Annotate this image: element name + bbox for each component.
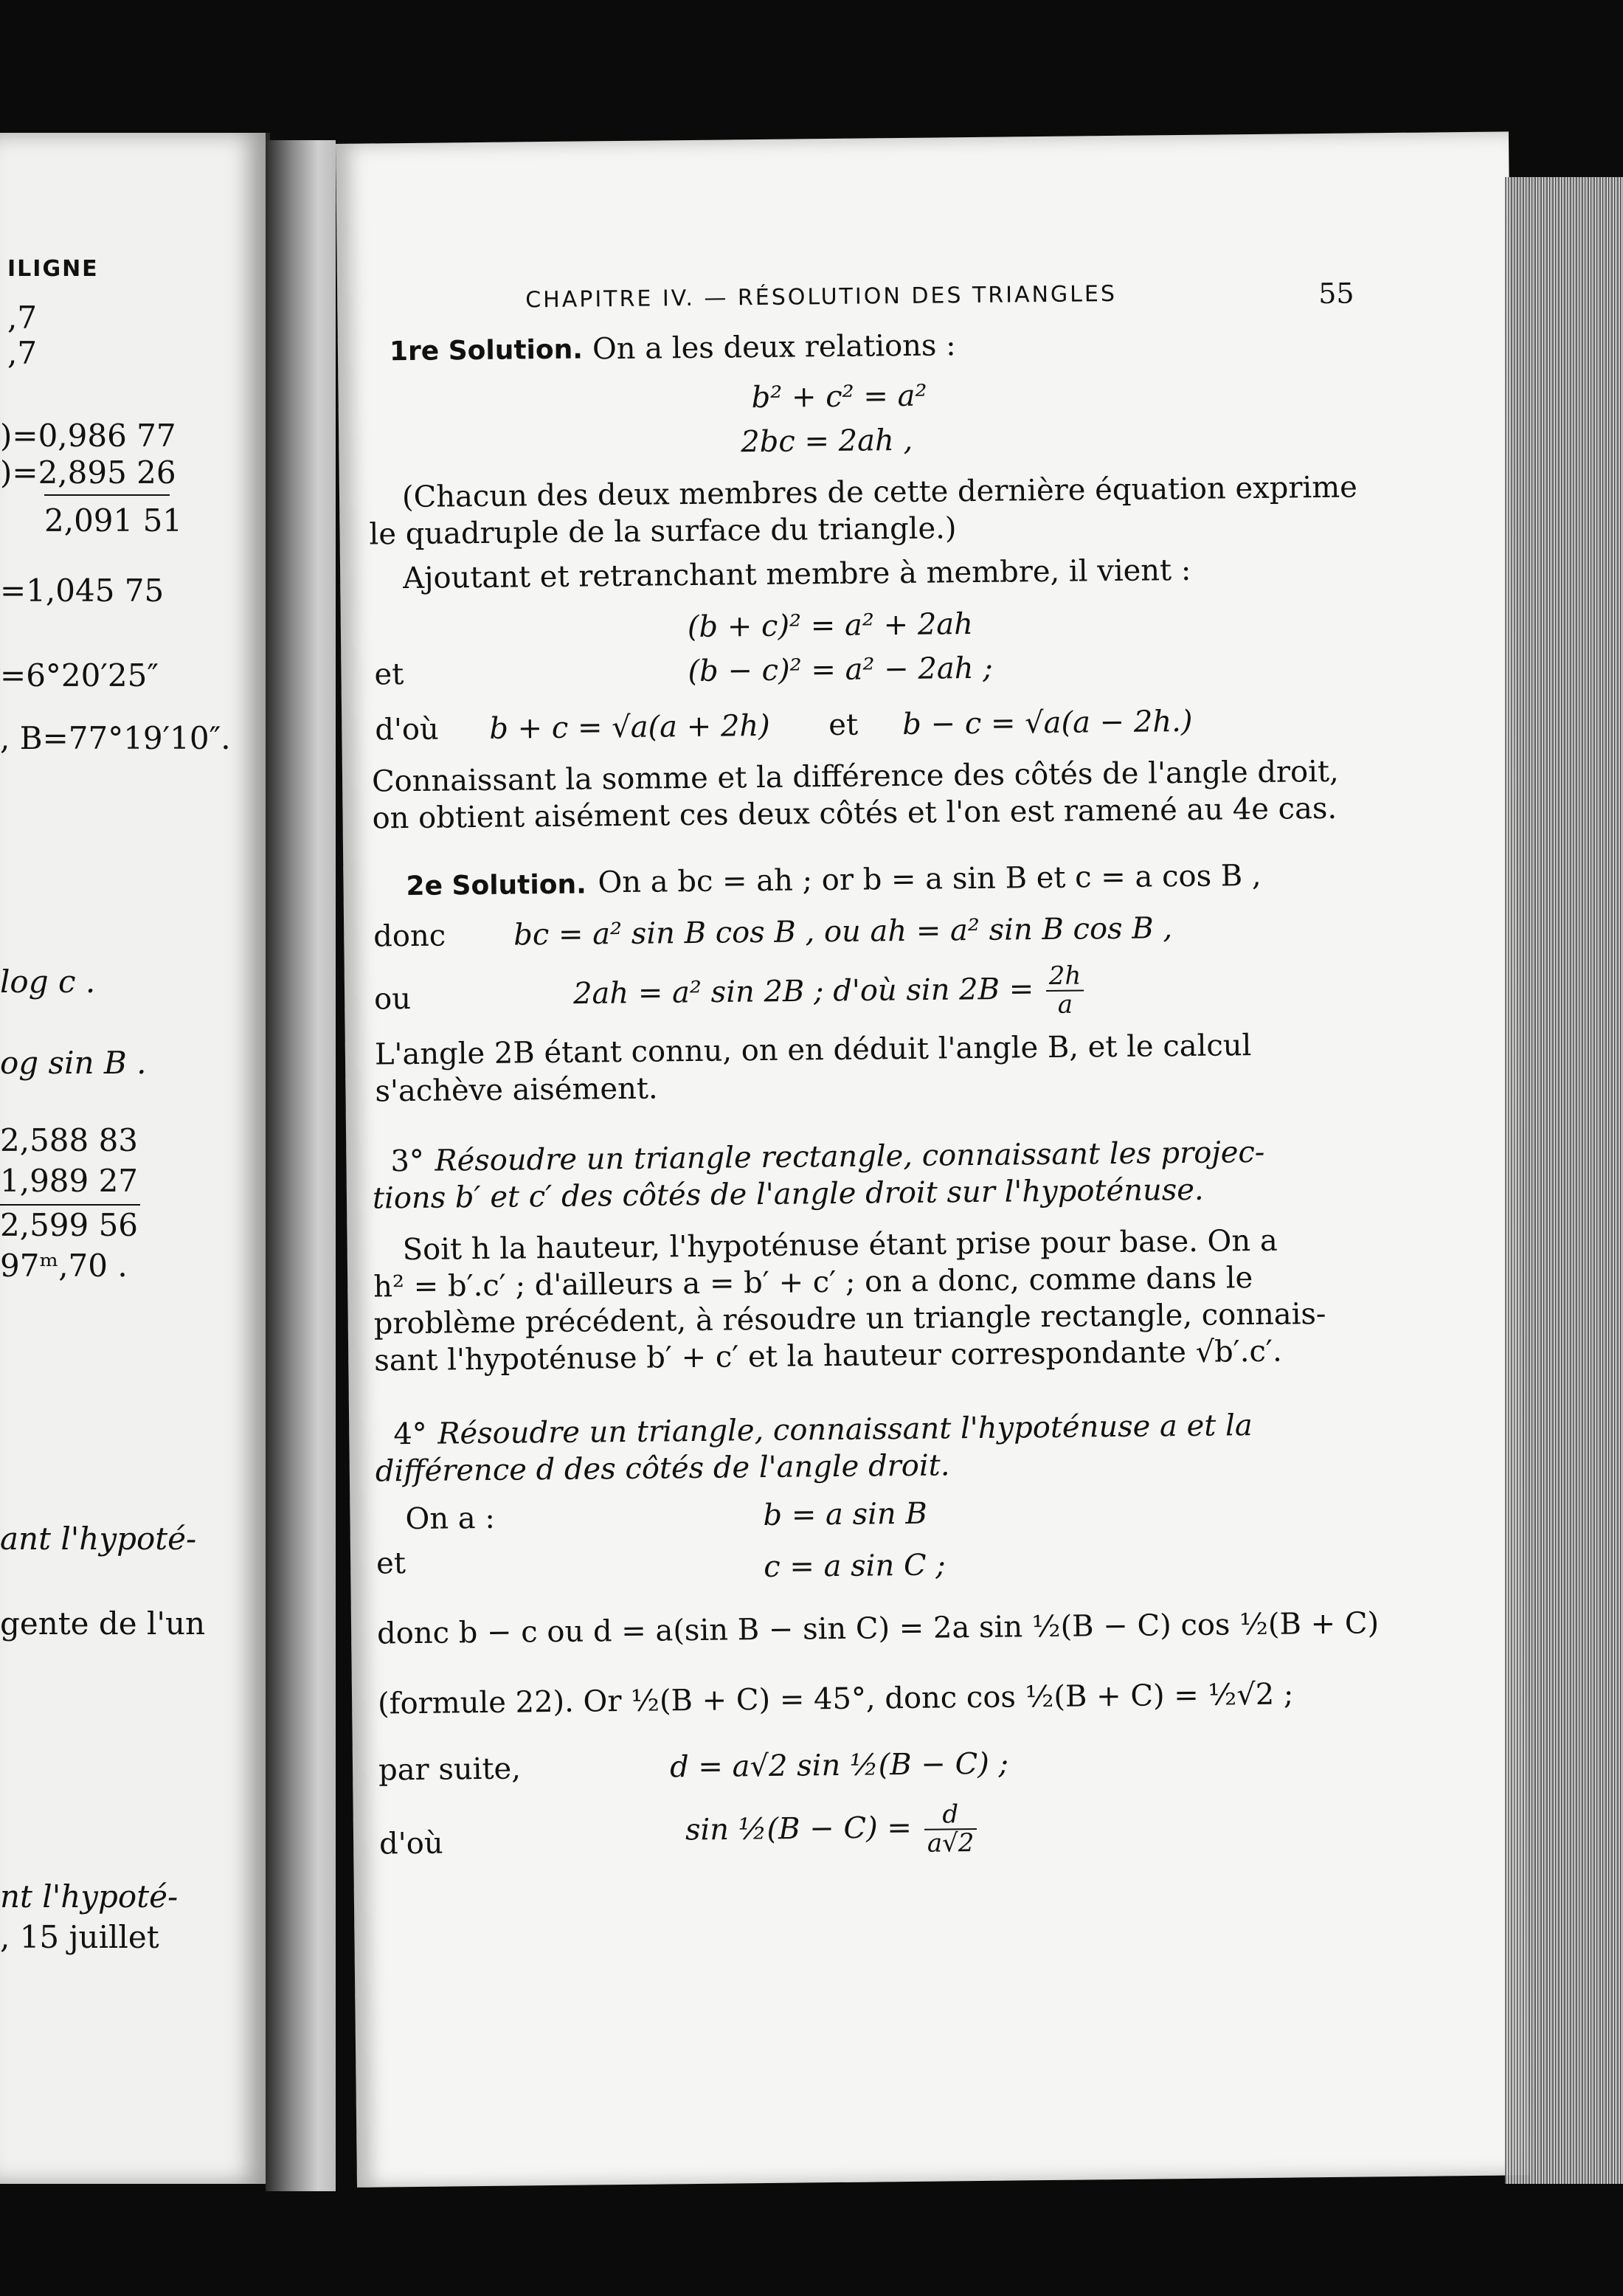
left-line: 1,989 27 — [0, 1163, 139, 1199]
equation: b − c = √a(a − 2h.) — [902, 704, 1193, 741]
text-line: ou — [373, 981, 412, 1017]
text-line: On a : — [405, 1501, 496, 1537]
text-line: (formule 22). Or ½(B + C) = 45°, donc cos ½(B + C) = ½√2 ; — [377, 1677, 1294, 1721]
text-line: s'achève aisément. — [375, 1071, 658, 1109]
equation: (b − c)² = a² − 2ah ; — [688, 651, 993, 689]
text-line: et — [828, 708, 859, 743]
equation: d = a√2 sin ½(B − C) ; — [669, 1746, 1009, 1785]
text-line: et — [376, 1546, 406, 1581]
text-line: d'où — [375, 712, 440, 747]
left-line: , B=77°19′10″. — [0, 720, 231, 756]
problem-statement: différence d des côtés de l'angle droit. — [375, 1448, 950, 1489]
problem-statement: Résoudre un triangle, connaissant l'hypoténuse a et la — [437, 1408, 1253, 1451]
fraction-denominator: a — [1057, 989, 1073, 1020]
solution-2-label: 2e Solution. — [406, 869, 586, 902]
left-line: log c . — [0, 964, 96, 1000]
equation — [685, 1801, 980, 1861]
text-line: donc b − c ou d = a(sin B − sin C) = 2a sin ½(B − C) cos ½(B + C) — [376, 1606, 1380, 1651]
problem-statement: Résoudre un triangle rectangle, connaissant les projec- — [435, 1135, 1265, 1178]
left-page — [0, 133, 270, 2184]
equation: b² + c² = a² — [751, 378, 927, 415]
text-line: Soit h la hauteur, l'hypoténuse étant prise pour base. On a — [402, 1223, 1278, 1268]
left-line: , 15 juillet — [0, 1919, 159, 1955]
text-line: et — [374, 657, 404, 692]
equation-text: 2ah = a² sin 2B ; d'où sin 2B = — [572, 972, 1034, 1012]
equation: c = a sin C ; — [763, 1548, 946, 1585]
equation-text: sin ½(B − C) = — [685, 1811, 913, 1847]
equation: bc = a² sin B cos B , ou ah = a² sin B cos B , — [513, 911, 1173, 952]
text-line: on obtient aisément ces deux côtés et l'on est ramené au 4e cas. — [372, 791, 1337, 836]
equation: b = a sin B — [763, 1496, 928, 1533]
left-line: nt l'hypoté- — [0, 1878, 179, 1915]
left-line: ant l'hypoté- — [0, 1521, 197, 1557]
left-line: )=2,895 26 — [0, 454, 176, 491]
left-line: =1,045 75 — [0, 573, 165, 609]
page-edge-stack — [1505, 177, 1623, 2184]
section-number: 4° — [393, 1417, 428, 1452]
running-header: CHAPITRE IV. — RÉSOLUTION DES TRIANGLES — [525, 280, 1118, 314]
left-line: ,7 — [7, 300, 38, 336]
text-line: Ajoutant et retranchant membre à membre, il vient : — [402, 553, 1191, 596]
text-line: sant l'hypoténuse b′ + c′ et la hauteur correspondante √b′.c′. — [374, 1334, 1282, 1378]
text-line: Connaissant la somme et la différence des côtés de l'angle droit, — [371, 754, 1339, 799]
left-line: gente de l'un — [0, 1605, 206, 1642]
left-line: 2,599 56 — [0, 1207, 139, 1243]
page-number: 55 — [1318, 277, 1354, 311]
left-line: ,7 — [7, 335, 38, 371]
fraction-numerator: d — [924, 1801, 977, 1830]
fraction — [1046, 962, 1084, 1019]
right-page — [336, 131, 1530, 2187]
left-line: og sin B . — [0, 1045, 147, 1081]
equation — [573, 962, 1087, 1024]
left-header: ILIGNE — [7, 256, 99, 282]
fraction-denominator: a√2 — [927, 1828, 975, 1859]
left-line: =6°20′25″ — [0, 657, 159, 694]
left-line: 2,588 83 — [0, 1122, 139, 1158]
text-line: h² = b′.c′ ; d'ailleurs a = b′ + c′ ; on a donc, comme dans le — [373, 1261, 1253, 1304]
text-line: problème précédent, à résoudre un triangle rectangle, connais- — [373, 1297, 1326, 1341]
fraction — [924, 1801, 977, 1858]
left-line: 97ᵐ,70 . — [0, 1248, 128, 1284]
solution-1-text: On a les deux relations : — [592, 328, 956, 367]
section-number: 3° — [390, 1144, 425, 1179]
left-rule — [0, 1204, 140, 1206]
text-line: d'où — [378, 1826, 443, 1861]
left-rule — [44, 494, 170, 496]
left-line: )=0,986 77 — [0, 418, 176, 454]
problem-statement: tions b′ et c′ des côtés de l'angle droit sur l'hypoténuse. — [372, 1172, 1204, 1216]
text-line: le quadruple de la surface du triangle.) — [369, 511, 957, 552]
equation: 2bc = 2ah , — [741, 423, 913, 460]
book-gutter — [266, 140, 336, 2191]
text-line: donc — [373, 919, 446, 954]
text-line: (Chacun des deux membres de cette dernière équation exprime — [401, 470, 1358, 515]
left-line: 2,091 51 — [44, 502, 183, 539]
solution-1-label: 1re Solution. — [389, 334, 584, 367]
text-line: par suite, — [378, 1752, 522, 1788]
text-line: On a bc = ah ; or b = a sin B et c = a cos B , — [598, 858, 1262, 900]
text-line: L'angle 2B étant connu, on en déduit l'angle B, et le calcul — [374, 1028, 1252, 1072]
fraction-numerator: 2h — [1046, 962, 1084, 992]
equation: (b + c)² = a² + 2ah — [687, 606, 974, 645]
equation: b + c = √a(a + 2h) — [489, 708, 770, 746]
